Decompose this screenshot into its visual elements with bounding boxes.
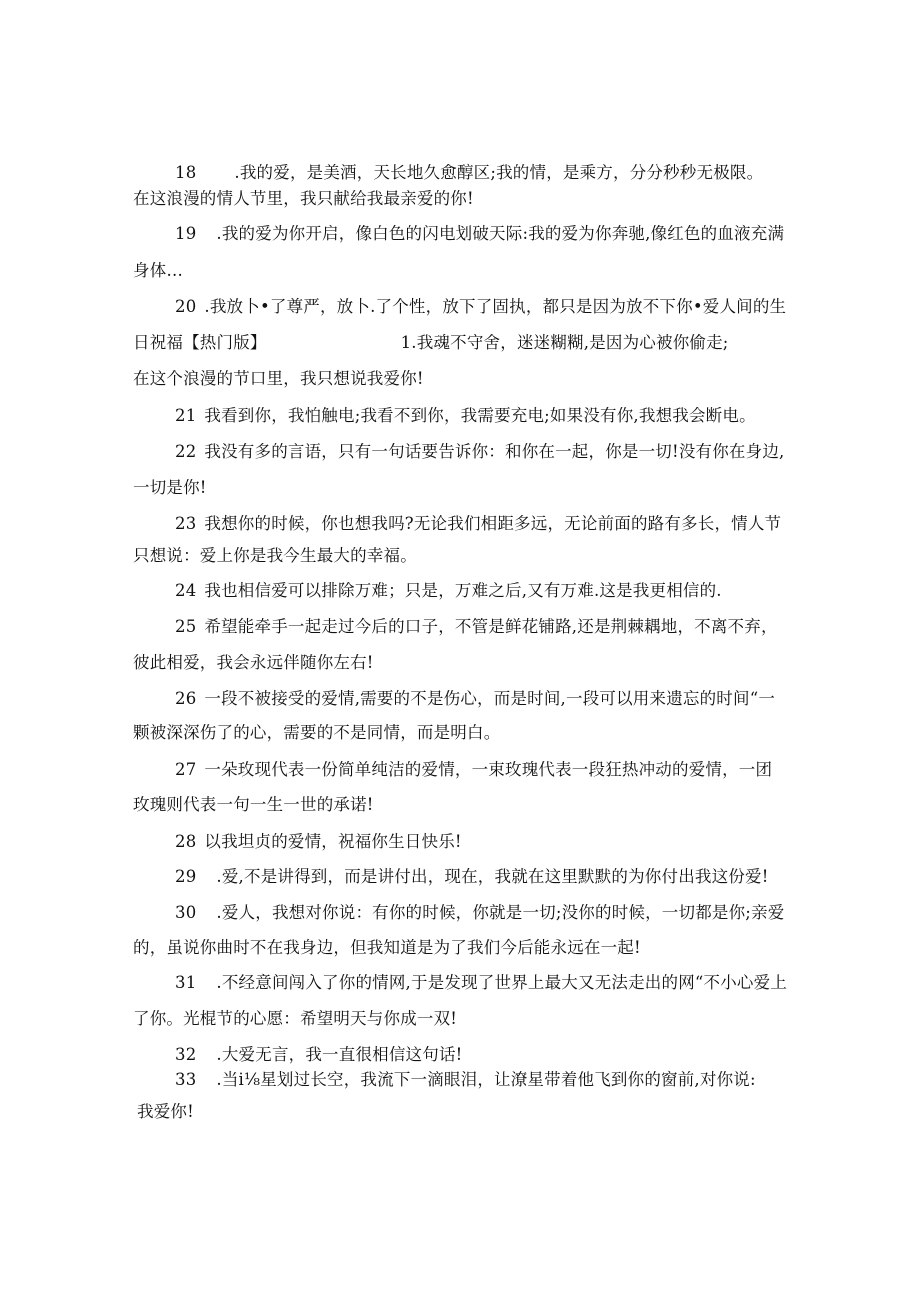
- entry-26-line-1: [175, 688, 775, 710]
- entry-number: 30: [175, 903, 197, 922]
- entry-text: 玫瑰则代表一句一生一世的承诺!: [133, 795, 374, 814]
- entry-text: 日祝福【热门版】: [133, 333, 267, 352]
- entry-32-line-1: [175, 1044, 462, 1066]
- entry-18-line-1: [175, 162, 763, 184]
- entry-number: 27: [175, 760, 197, 779]
- entry-text: 了你。光棍节的心愿：希望明天与你成一双!: [133, 1009, 458, 1028]
- entry-text: 我爱你!: [137, 1102, 194, 1121]
- entry-number: 19: [175, 224, 197, 243]
- entry-text: 希望能牵手一起走过今后的口子，不管是鲜花铺路,还是荆棘耦地，不离不弃，: [204, 617, 778, 636]
- entry-text: 我没有多的言语，只有一句话要告诉你：和你在一起，你是一切!没有你在身边,: [204, 442, 785, 461]
- entry-text: 只想说：爱上你是我今生最大的幸福。: [133, 546, 417, 565]
- entry-text: 的，虽说你曲时不在我身边，但我知道是为了我们今后能永远在一起!: [133, 938, 641, 957]
- entry-text: 以我坦贞的爱情，祝福你生日快乐!: [204, 832, 462, 851]
- entry-20-line-3: [133, 368, 424, 390]
- entry-18-line-2: [133, 188, 474, 210]
- entry-27-line-2: [133, 794, 374, 816]
- entry-text: 在这浪漫的情人节里，我只献给我最亲爱的你!: [133, 189, 474, 208]
- entry-28-line-1: [175, 831, 462, 853]
- entry-33-line-2: [137, 1101, 194, 1123]
- entry-number: 18: [175, 163, 197, 182]
- entry-number: 26: [175, 689, 197, 708]
- entry-29-line-1: [175, 866, 769, 888]
- entry-text: .大爱无言，我一直很相信这句话!: [216, 1045, 463, 1064]
- entry-30-line-1: [175, 902, 784, 924]
- entry-text: 颗被深深伤了的心，需要的不是同情，而是明白。: [133, 723, 501, 742]
- entry-text: 我也相信爱可以排除万难；只是，万难之后,又有万难.这是我更相信的.: [204, 581, 722, 600]
- entry-text: 我想你的时候，你也想我吗?无论我们相距多远，无论前面的路有多长，情人节: [204, 514, 782, 533]
- entry-24-line-1: [175, 580, 722, 602]
- entry-text: .我放卜•了尊严，放卜.了个性，放下了固执，都只是因为放不下你•爱人间的生: [204, 297, 787, 316]
- entry-27-line-1: [175, 759, 772, 781]
- entry-text: 一切是你!: [133, 478, 207, 497]
- entry-text: 我看到你，我怕触电;我看不到你，我需要充电;如果没有你,我想我会断电。: [204, 406, 756, 425]
- entry-26-line-2: [133, 722, 500, 744]
- entry-number: 22: [175, 442, 197, 461]
- entry-text: .爱人，我想对你说：有你的时候，你就是一切;没你的时候，一切都是你;亲爱: [216, 903, 785, 922]
- entry-text: 在这个浪漫的节口里，我只想说我爱你!: [133, 369, 424, 388]
- entry-31-line-1: [175, 972, 787, 994]
- entry-22-line-2: [133, 477, 207, 499]
- entry-text: .不经意间闯入了你的情网,于是发现了世界上最大又无法走出的网“不小心爱上: [216, 973, 788, 992]
- entry-number: 32: [175, 1045, 197, 1064]
- entry-25-line-1: [175, 616, 778, 638]
- entry-number: 21: [175, 406, 197, 425]
- entry-text: 彼此相爱，我会永远伴随你左右!: [133, 653, 374, 672]
- entry-text: 一段不被接受的爱情,需要的不是伤心，而是时间,一段可以用来遗忘的时间“一: [204, 689, 776, 708]
- entry-number: 20: [175, 297, 197, 316]
- entry-23-line-2: [133, 545, 417, 567]
- entry-20-line-2: [133, 332, 729, 354]
- entry-30-line-2: [133, 937, 641, 959]
- entry-19-line-1: [175, 223, 784, 245]
- entry-23-line-1: [175, 513, 781, 535]
- entry-20-line-1: [175, 296, 786, 318]
- entry-text: 身体…: [133, 261, 184, 280]
- entry-33-line-1: [175, 1069, 756, 1091]
- entry-text: .当i⅛星划过长空，我流下一滴眼泪，让潦星带着他飞到你的窗前,对你说:: [216, 1070, 756, 1089]
- entry-text: 1.我魂不守舍，迷迷糊糊,是因为心被你偷走;: [400, 333, 729, 352]
- entry-31-line-2: [133, 1008, 457, 1030]
- entry-number: 23: [175, 514, 197, 533]
- entry-text: .我的爱为你开启，像白色的闪电划破天际:我的爱为你奔驰,像红色的血液充满: [216, 224, 785, 243]
- entry-number: 25: [175, 617, 197, 636]
- entry-text: 一朵玫现代表一份简单纯洁的爱情，一束玫瑰代表一段狂热冲动的爱情，一团: [204, 760, 773, 779]
- entry-text: .爱,不是讲得到，而是讲付出，现在，我就在这里默默的为你付出我这份爱!: [216, 867, 769, 886]
- entry-text: .我的爱，是美酒，天长地久愈醇区;我的情，是乘方，分分秒秒无极限。: [234, 163, 764, 182]
- entry-number: 29: [175, 867, 197, 886]
- entry-21-line-1: [175, 405, 756, 427]
- entry-number: 28: [175, 832, 197, 851]
- entry-22-line-1: [175, 441, 784, 463]
- entry-number: 24: [175, 581, 197, 600]
- entry-number: 31: [175, 973, 197, 992]
- entry-number: 33: [175, 1070, 197, 1089]
- entry-25-line-2: [133, 652, 374, 674]
- entry-19-line-2: [133, 260, 183, 282]
